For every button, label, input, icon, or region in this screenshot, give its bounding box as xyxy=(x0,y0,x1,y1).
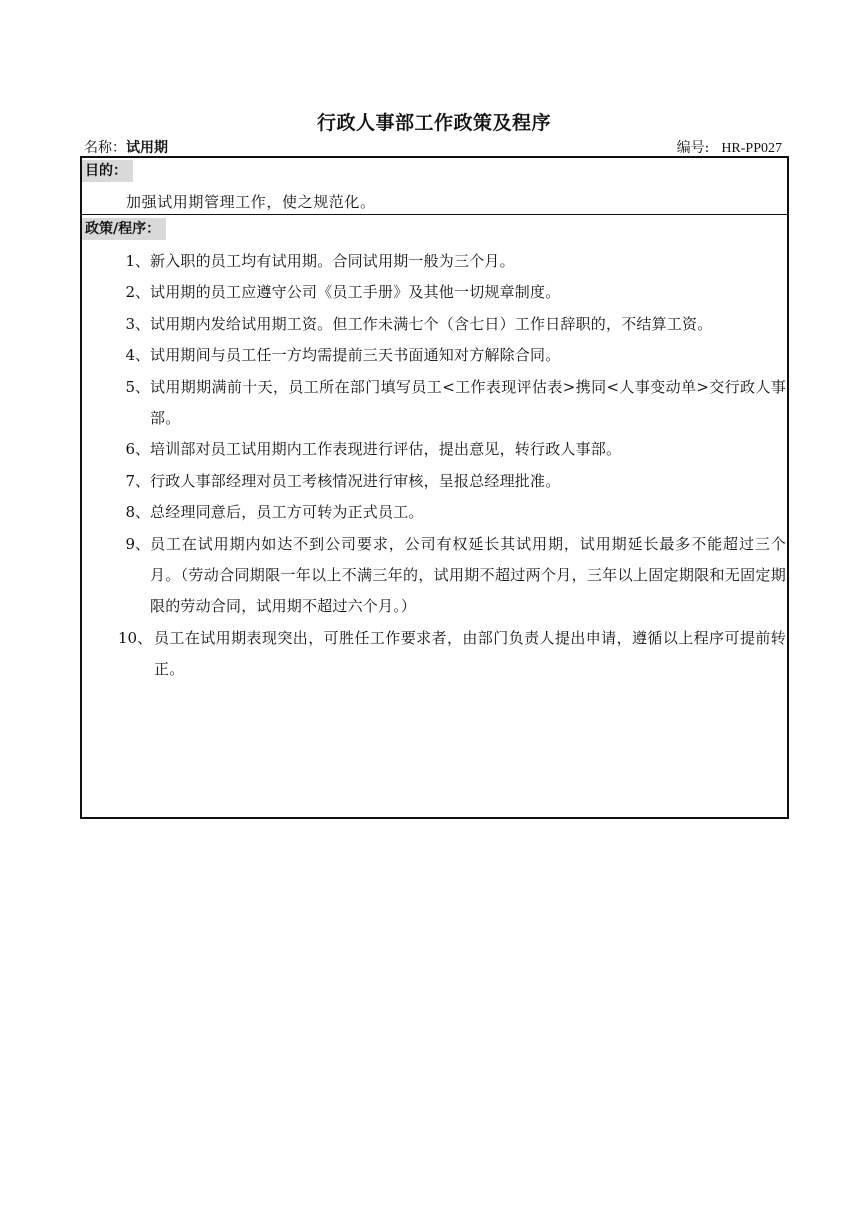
purpose-header: 目的： xyxy=(82,160,133,182)
policy-item-text: 试用期间与员工任一方均需提前三天书面通知对方解除合同。 xyxy=(150,346,561,365)
policy-item-text: 员工在试用期内如达不到公司要求，公司有权延长其试用期，试用期延长最多不能超过三个月。（劳动合同期限一年以上不满三年的，试用期不超过两个月，三年以上固定期限和无固定期限的劳动合同，试用期不超过六个月。） xyxy=(150,534,786,616)
purpose-text: 加强试用期管理工作，使之规范化。 xyxy=(126,193,376,211)
policy-item-text: 行政人事部经理对员工考核情况进行审核，呈报总经理批准。 xyxy=(150,471,561,490)
policy-item-text: 试用期期满前十天，员工所在部门填写员工<工作表现评估表>携同<人事变动单>交行政人事部。 xyxy=(150,377,786,428)
policy-item-number: 10、 xyxy=(118,628,153,647)
policy-item-text: 新入职的员工均有试用期。合同试用期一般为三个月。 xyxy=(150,252,515,270)
policy-item xyxy=(118,466,786,497)
policy-item xyxy=(118,623,786,686)
policy-item-number: 8、 xyxy=(125,503,150,522)
policy-list xyxy=(118,246,786,686)
name-label: 名称： xyxy=(84,140,126,156)
section-divider xyxy=(82,214,787,215)
policy-item-number: 4、 xyxy=(125,346,150,365)
policy-item-number: 3、 xyxy=(125,314,150,333)
policy-item-number: 2、 xyxy=(125,283,150,302)
policy-item-number: 7、 xyxy=(125,471,150,490)
policy-item xyxy=(118,372,786,435)
policy-item-number: 5、 xyxy=(125,377,150,396)
policy-item xyxy=(118,246,786,277)
policy-header: 政策/程序： xyxy=(82,218,166,240)
document-code xyxy=(677,137,782,157)
policy-item-text: 试用期内发给试用期工资。但工作未满七个（含七日）工作日辞职的，不结算工资。 xyxy=(150,314,713,333)
code-label: 编号: xyxy=(676,140,710,156)
policy-item-number: 6、 xyxy=(125,440,150,459)
policy-item-number: 9、 xyxy=(125,534,150,553)
code-value: HR-PP027 xyxy=(721,141,782,156)
name-value: 试用期 xyxy=(126,140,168,156)
policy-item xyxy=(118,529,786,623)
policy-item-text: 员工在试用期表现突出，可胜任工作要求者，由部门负责人提出申请，遵循以上程序可提前转正。 xyxy=(154,628,786,679)
policy-item xyxy=(118,309,786,340)
document-title: 行政人事部工作政策及程序 xyxy=(316,112,551,134)
document-name xyxy=(84,137,168,157)
policy-item xyxy=(118,497,786,528)
policy-item xyxy=(118,340,786,371)
policy-item-text: 培训部对员工试用期内工作表现进行评估，提出意见，转行政人事部。 xyxy=(150,440,622,459)
policy-table xyxy=(80,156,789,819)
policy-item-text: 试用期的员工应遵守公司《员工手册》及其他一切规章制度。 xyxy=(150,283,561,302)
policy-item xyxy=(118,277,786,308)
policy-item-text: 总经理同意后，员工方可转为正式员工。 xyxy=(150,503,424,522)
policy-item xyxy=(118,434,786,465)
policy-item-number: 1、 xyxy=(125,252,150,270)
